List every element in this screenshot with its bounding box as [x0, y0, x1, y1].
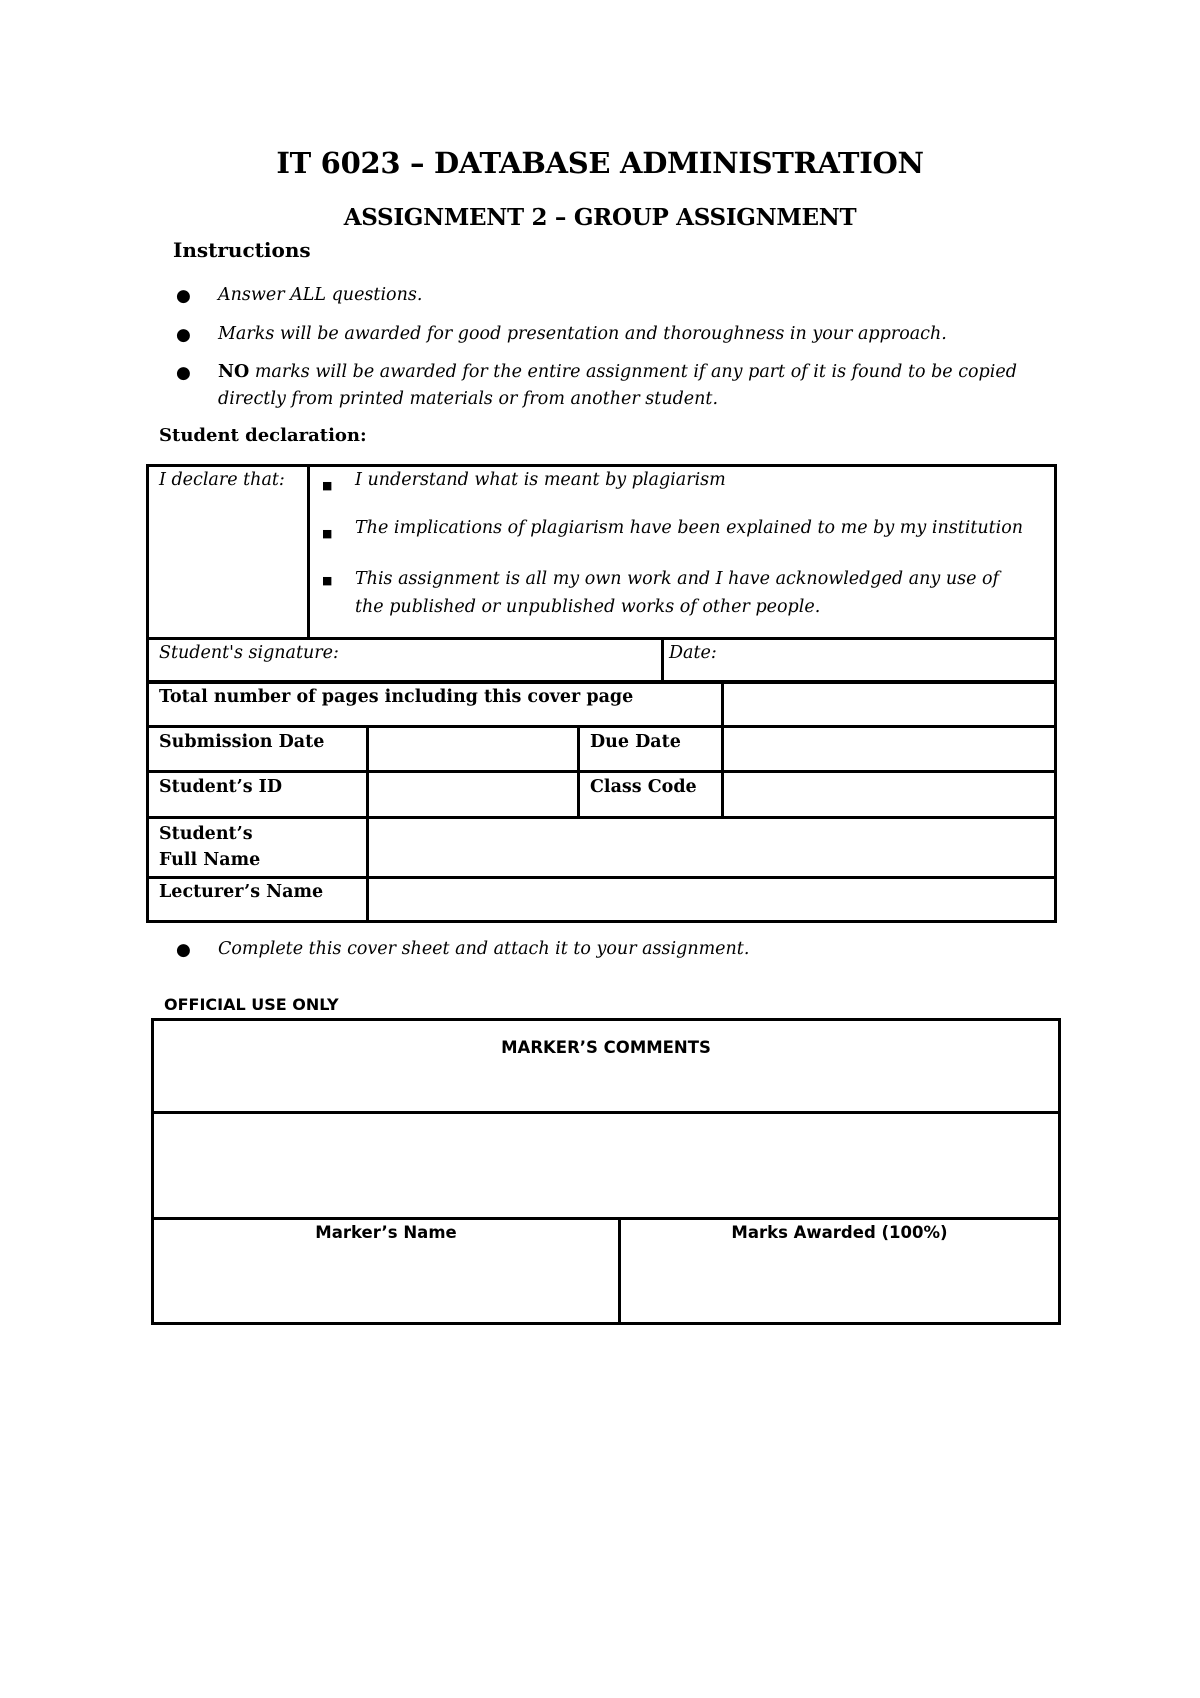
date-field[interactable] [661, 637, 1057, 683]
full-name-label-line2: Full Name [159, 850, 261, 870]
instruction-item-3-line1: marks will be awarded for the entire assignment if any part of it is found to be copied [249, 362, 1017, 382]
document-title: IT 6023 – DATABASE ADMINISTRATION [276, 146, 924, 180]
square-bullet-icon: ■ [322, 527, 333, 540]
class-code-field[interactable] [721, 770, 1057, 819]
declaration-item-2: The implications of plagiarism have been explained to me by my institution [355, 518, 1024, 538]
declaration-item-1: I understand what is meant by plagiarism [355, 470, 726, 490]
document-subtitle: ASSIGNMENT 2 – GROUP ASSIGNMENT [343, 204, 857, 231]
date-label: Date: [669, 643, 717, 663]
student-id-field[interactable] [366, 770, 580, 819]
declaration-item-3-line2: the published or unpublished works of other people. [355, 597, 821, 617]
due-date-label: Due Date [590, 732, 681, 752]
submission-date-field[interactable] [366, 725, 580, 773]
marks-awarded-label: Marks Awarded (100%) [731, 1223, 948, 1242]
marker-name-label: Marker’s Name [315, 1223, 457, 1242]
square-bullet-icon: ■ [322, 574, 333, 587]
instruction-item-2: Marks will be awarded for good presentation and thoroughness in your approach. [218, 324, 947, 344]
official-use-heading: OFFICIAL USE ONLY [164, 995, 339, 1014]
signature-label: Student's signature: [159, 643, 339, 663]
cover-sheet-note: Complete this cover sheet and attach it to your assignment. [218, 939, 750, 959]
bullet-icon: ● [176, 286, 191, 306]
bullet-icon: ● [176, 940, 191, 960]
lecturer-label: Lecturer’s Name [159, 882, 324, 902]
marker-comments-field[interactable] [151, 1111, 1061, 1220]
total-pages-label: Total number of pages including this cover page [159, 687, 634, 707]
declaration-heading: Student declaration: [159, 425, 367, 446]
declaration-item-3-line1: This assignment is all my own work and I have acknowledged any use of [355, 569, 1000, 589]
bullet-icon: ● [176, 363, 191, 383]
declare-label: I declare that: [159, 470, 285, 490]
total-pages-field[interactable] [721, 681, 1057, 728]
instructions-heading: Instructions [173, 238, 311, 262]
lecturer-field[interactable] [366, 876, 1057, 923]
declare-label-cell [146, 464, 310, 640]
bullet-icon: ● [176, 325, 191, 345]
due-date-field[interactable] [721, 725, 1057, 773]
instruction-item-3 [218, 359, 1088, 413]
student-id-label: Student’s ID [159, 777, 283, 797]
instruction-item-3-line2: directly from printed materials or from another student. [218, 389, 719, 409]
full-name-label-line1: Student’s [159, 824, 253, 844]
marker-comments-label: MARKER’S COMMENTS [501, 1038, 711, 1057]
instruction-item-1: Answer ALL questions. [218, 285, 423, 305]
full-name-field[interactable] [366, 816, 1057, 879]
declaration-item-3 [355, 565, 1050, 621]
full-name-label [159, 821, 260, 873]
marker-comments-header-cell [151, 1018, 1061, 1114]
instruction-no-bold: NO [218, 362, 250, 382]
square-bullet-icon: ■ [322, 479, 333, 492]
submission-date-label: Submission Date [159, 732, 325, 752]
class-code-label: Class Code [590, 777, 697, 797]
